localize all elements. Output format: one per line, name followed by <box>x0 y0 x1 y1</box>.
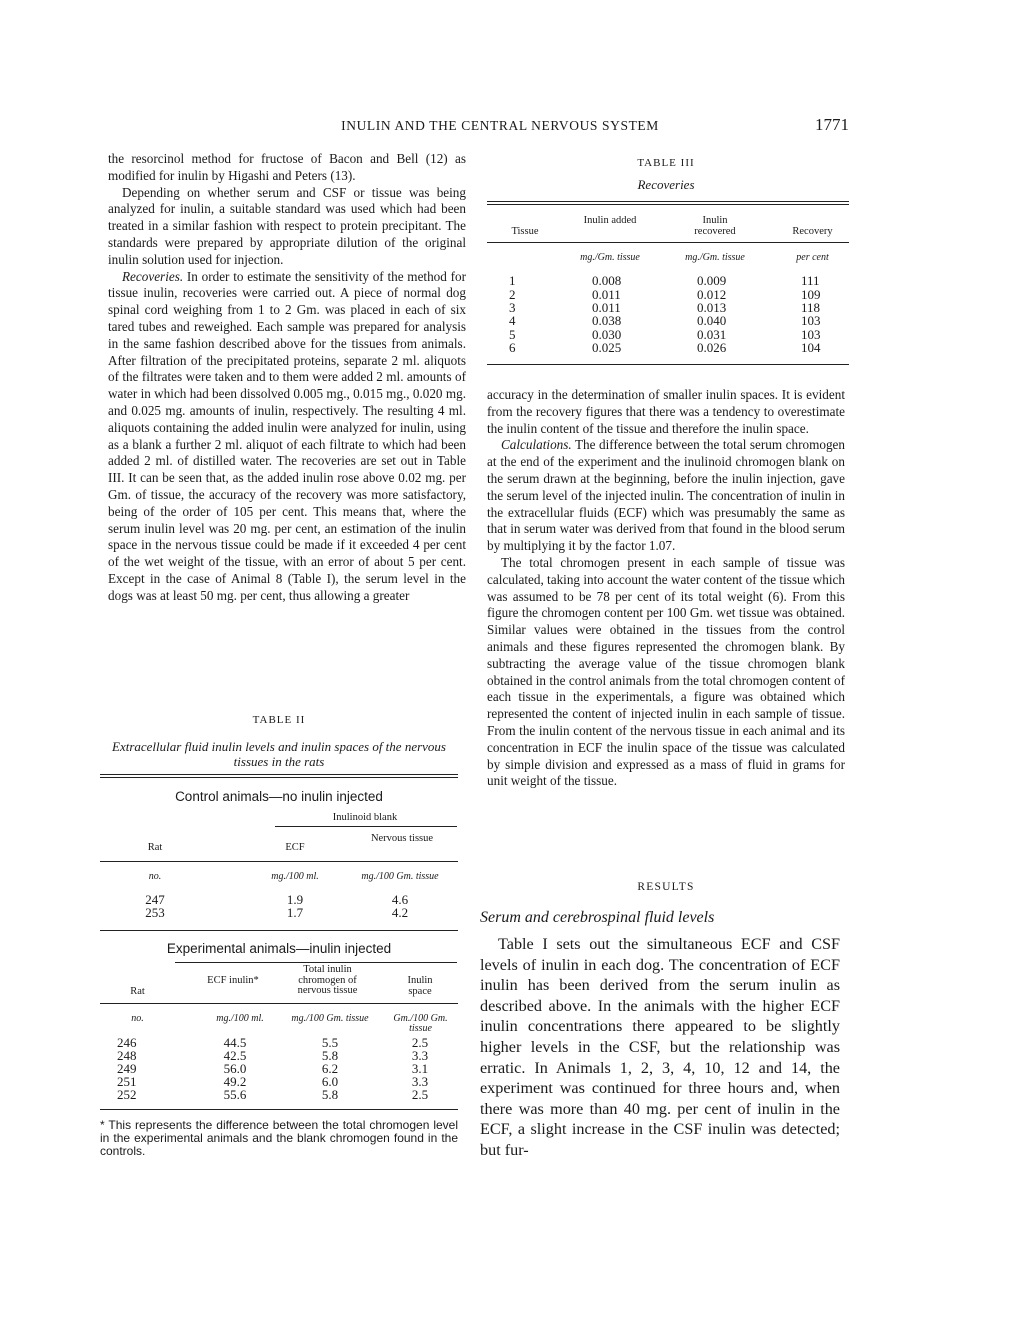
col-header-tissue: Tissue <box>511 226 539 237</box>
recoveries-paragraph <box>108 269 466 605</box>
table-cell: 3.1 <box>411 1061 429 1076</box>
table-cell: 251 <box>117 1074 137 1089</box>
table-cell: 1.9 <box>286 892 304 907</box>
unit: no. <box>131 1013 144 1024</box>
col-header-rat: Rat <box>147 842 163 853</box>
col-header-recovery: Recovery <box>792 226 833 237</box>
table-rule <box>100 930 458 931</box>
table-cell: 3.3 <box>411 1048 429 1063</box>
unit: mg./100 Gm. tissue <box>291 1013 369 1024</box>
col-header-ecf-inulin: ECF inulin* <box>207 975 259 986</box>
table-cell: 42.5 <box>223 1048 247 1063</box>
table-rule <box>487 242 849 243</box>
unit: no. <box>148 871 162 882</box>
table-cell: 0.013 <box>697 300 727 315</box>
table-cell: 1 <box>509 273 516 288</box>
results-text <box>480 934 840 1161</box>
table-cell: 4.2 <box>391 905 409 920</box>
table-rule <box>487 204 849 205</box>
table-cell: 3 <box>509 300 516 315</box>
unit: Gm./100 Gm. tissue <box>393 1013 448 1034</box>
table-ii-footnote: * This represents the difference between the total chromogen level in the experimental animals and the blank chromogen found in the controls. <box>100 1118 458 1158</box>
unit: per cent <box>796 252 829 263</box>
unit: mg./100 ml. <box>216 1013 264 1024</box>
table-cell: 5.5 <box>321 1035 339 1050</box>
experimental-heading: Experimental animals—inulin injected <box>166 941 392 956</box>
table-cell: 49.2 <box>223 1074 247 1089</box>
table-cell: 0.009 <box>697 273 727 288</box>
table-cell: 0.030 <box>592 327 622 342</box>
unit: mg./100 Gm. tissue <box>361 871 439 882</box>
table-cell: 55.6 <box>223 1087 247 1102</box>
unit: mg./Gm. tissue <box>685 252 745 263</box>
table-cell: 109 <box>801 287 821 302</box>
table-cell: 0.040 <box>697 313 727 328</box>
table-cell: 249 <box>117 1061 137 1076</box>
table-cell: 5 <box>509 327 516 342</box>
col-header-inulin-added: Inulin added <box>583 215 637 226</box>
table-cell: 103 <box>801 313 821 328</box>
col-header-inulin-space: Inulin space <box>407 975 433 997</box>
col-header-nervous-tissue: Nervous tissue <box>370 833 434 844</box>
table-cell: 104 <box>801 340 821 355</box>
table-cell: 0.031 <box>697 327 727 342</box>
page-number: 1771 <box>815 115 849 134</box>
recoveries-heading: Recoveries. <box>122 268 184 284</box>
table-cell: 4.6 <box>391 892 409 907</box>
results-subheading: Serum and cerebrospinal fluid levels <box>480 909 715 926</box>
table-cell: 118 <box>801 300 821 315</box>
table-cell: 5.8 <box>321 1087 339 1102</box>
table-cell: 6.0 <box>321 1074 339 1089</box>
table-cell: 0.025 <box>592 340 622 355</box>
control-heading: Control animals—no inulin injected <box>175 789 383 804</box>
table-cell: 248 <box>117 1048 137 1063</box>
table-cell: 103 <box>801 327 821 342</box>
running-title: INULIN AND THE CENTRAL NERVOUS SYSTEM <box>341 118 659 133</box>
table-rule <box>100 1109 458 1110</box>
calculations-text: The difference between the total serum chromogen at the end of the experiment and the inulinoid chromogen blank on the serum drawn at the beginning, before the inulin injection, gave the serum level of the injected inulin. The concentration of inulin in the extracellular fluids (ECF) which was presumably the same as that in serum water was derived from that found in the blood serum by multiplying it by the factor 1.07. <box>487 437 845 554</box>
table-rule <box>100 861 458 862</box>
col-header-total-inulin: Total inulin chromogen of nervous tissue <box>297 964 358 996</box>
col-header-ecf: ECF <box>285 842 305 853</box>
table-cell: 2.5 <box>411 1087 429 1102</box>
results-heading: RESULTS <box>637 881 695 893</box>
table-cell: 111 <box>801 273 820 288</box>
table-cell: 253 <box>145 905 165 920</box>
paragraph: the resorcinol method for fructose of Bacon and Bell (12) as modified for inulin by Higashi and Peters (13). <box>108 151 466 183</box>
left-column-text <box>108 151 466 605</box>
table-iii-number: TABLE III <box>637 157 695 169</box>
table-cell: 6 <box>509 340 516 355</box>
table-ii-number: TABLE II <box>252 714 306 726</box>
table-cell: 56.0 <box>223 1061 247 1076</box>
table-cell: 247 <box>145 892 165 907</box>
table-rule <box>275 826 457 827</box>
paragraph: Table I sets out the simultaneous ECF and CSF levels of inulin in each dog. The concentration of ECF inulin has been derived from the serum inulin as described above. In the animals with the higher ECF inulin concentrations there appeared to be slightly higher levels in the CSF, but the relationship was erratic. In Animals 1, 2, 3, 4, 10, 12 and 14, the experiment was continued for three hours and, when there was more than 40 mg. per cent of inulin in the ECF, a slight increase in the CSF inulin was detected; but fur- <box>480 935 840 1159</box>
table-cell: 0.026 <box>697 340 727 355</box>
paragraph: Depending on whether serum and CSF or tissue was being analyzed for inulin, a suitable standard was used which had been treated in a similar fashion with respect to protein precipitant. The standards were prepared by appropriate dilution of the original inulin solution used for injection. <box>108 184 466 267</box>
unit: mg./Gm. tissue <box>580 252 640 263</box>
table-cell: 0.011 <box>592 287 621 302</box>
table-cell: 0.008 <box>592 273 622 288</box>
table-cell: 6.2 <box>321 1061 339 1076</box>
table-rule <box>100 1003 458 1004</box>
calculations-heading: Calculations. <box>501 437 572 453</box>
table-rule <box>100 777 458 778</box>
table-rule <box>487 201 849 202</box>
table-cell: 4 <box>509 313 516 328</box>
col-header-rat: Rat <box>130 986 145 997</box>
paragraph: The total chromogen present in each sample of tissue was calculated, taking into account the water content of the tissue which was assumed to be 78 per cent of its total weight (6). From this figure the chromogen content per 100 Gm. wet tissue was obtained. Similar values were obtained in the tissues from the control animals and these figures represented the chromogen blank. By subtracting the average value of the tissue chromogen blank obtained in the control animals from the total chromogen content of each tissue in the experimentals, a figure was obtained which represented the content of injected inulin in each sample of tissue. From the inulin content of the nervous tissue in each animal and its concentration in ECF the inulin space of the tissue was calculated by simple division and expressed as a mass of fluid in grams for unit weight of the tissue. <box>487 554 845 789</box>
calculations-paragraph <box>487 437 845 555</box>
table-cell: 3.3 <box>411 1074 429 1089</box>
table-cell: 1.7 <box>286 905 304 920</box>
table-cell: 44.5 <box>223 1035 247 1050</box>
table-ii-caption: Extracellular fluid inulin levels and inulin spaces of the nervous tissues in the rats <box>112 739 446 769</box>
table-rule <box>487 364 849 365</box>
group-header: Inulinoid blank <box>332 812 398 823</box>
table-rule <box>100 774 458 775</box>
table-cell: 252 <box>117 1087 137 1102</box>
table-cell: 0.012 <box>697 287 727 302</box>
recoveries-text: In order to estimate the sensitivity of the method for tissue inulin, recoveries were carried out. A piece of normal dog spinal cord weighing from 1 to 2 Gm. was placed in each of six tared tubes and reweighed. Each sample was prepared for analysis in the same fashion described above for the tissues from animals. After filtration of the precipitated proteins, separate 2 ml. aliquots of the filtrates were taken and to them were added 2 ml. amounts of water in which had been dissolved 0.005 mg., 0.015 mg., 0.020 mg. and 0.025 mg. amounts of inulin, respectively. The resulting 4 ml. aliquots containing the added inulin were analyzed for inulin, using as a blank a further 2 ml. aliquot of each filtrate to which had been added 2 ml. of distilled water. The recoveries are set out in Table III. It can be seen that, as the added inulin rose above 0.02 mg. per Gm. of tissue, the accuracy of the recovery was more satisfactory, being of the order of 105 per cent. This means that, where the serum inulin level was 20 mg. per cent, an estimation of the inulin space in the nervous tissue could be made if it exceeded 4 per cent of the wet weight of the tissue, with an error of about 5 per cent. Except in the case of Animal 8 (Table I), the serum level in the dogs was at least 50 mg. per cent, thus allowing a greater <box>108 268 466 603</box>
unit: mg./100 ml. <box>271 871 319 882</box>
table-cell: 2 <box>509 287 516 302</box>
col-header-inulin-recovered: Inulin recovered <box>694 215 736 237</box>
table-cell: 0.038 <box>592 313 622 328</box>
table-cell: 246 <box>117 1035 137 1050</box>
running-header <box>0 115 1020 138</box>
right-column-text <box>487 387 845 790</box>
table-iii-caption: Recoveries <box>637 177 695 192</box>
table-cell: 2.5 <box>411 1035 429 1050</box>
table-cell: 0.011 <box>592 300 621 315</box>
table-cell: 5.8 <box>321 1048 339 1063</box>
table-rule <box>175 962 457 963</box>
paragraph: accuracy in the determination of smaller inulin spaces. It is evident from the recovery figures that there was a tendency to overestimate the inulin content of the tissue and therefore the inulin space. <box>487 387 845 436</box>
